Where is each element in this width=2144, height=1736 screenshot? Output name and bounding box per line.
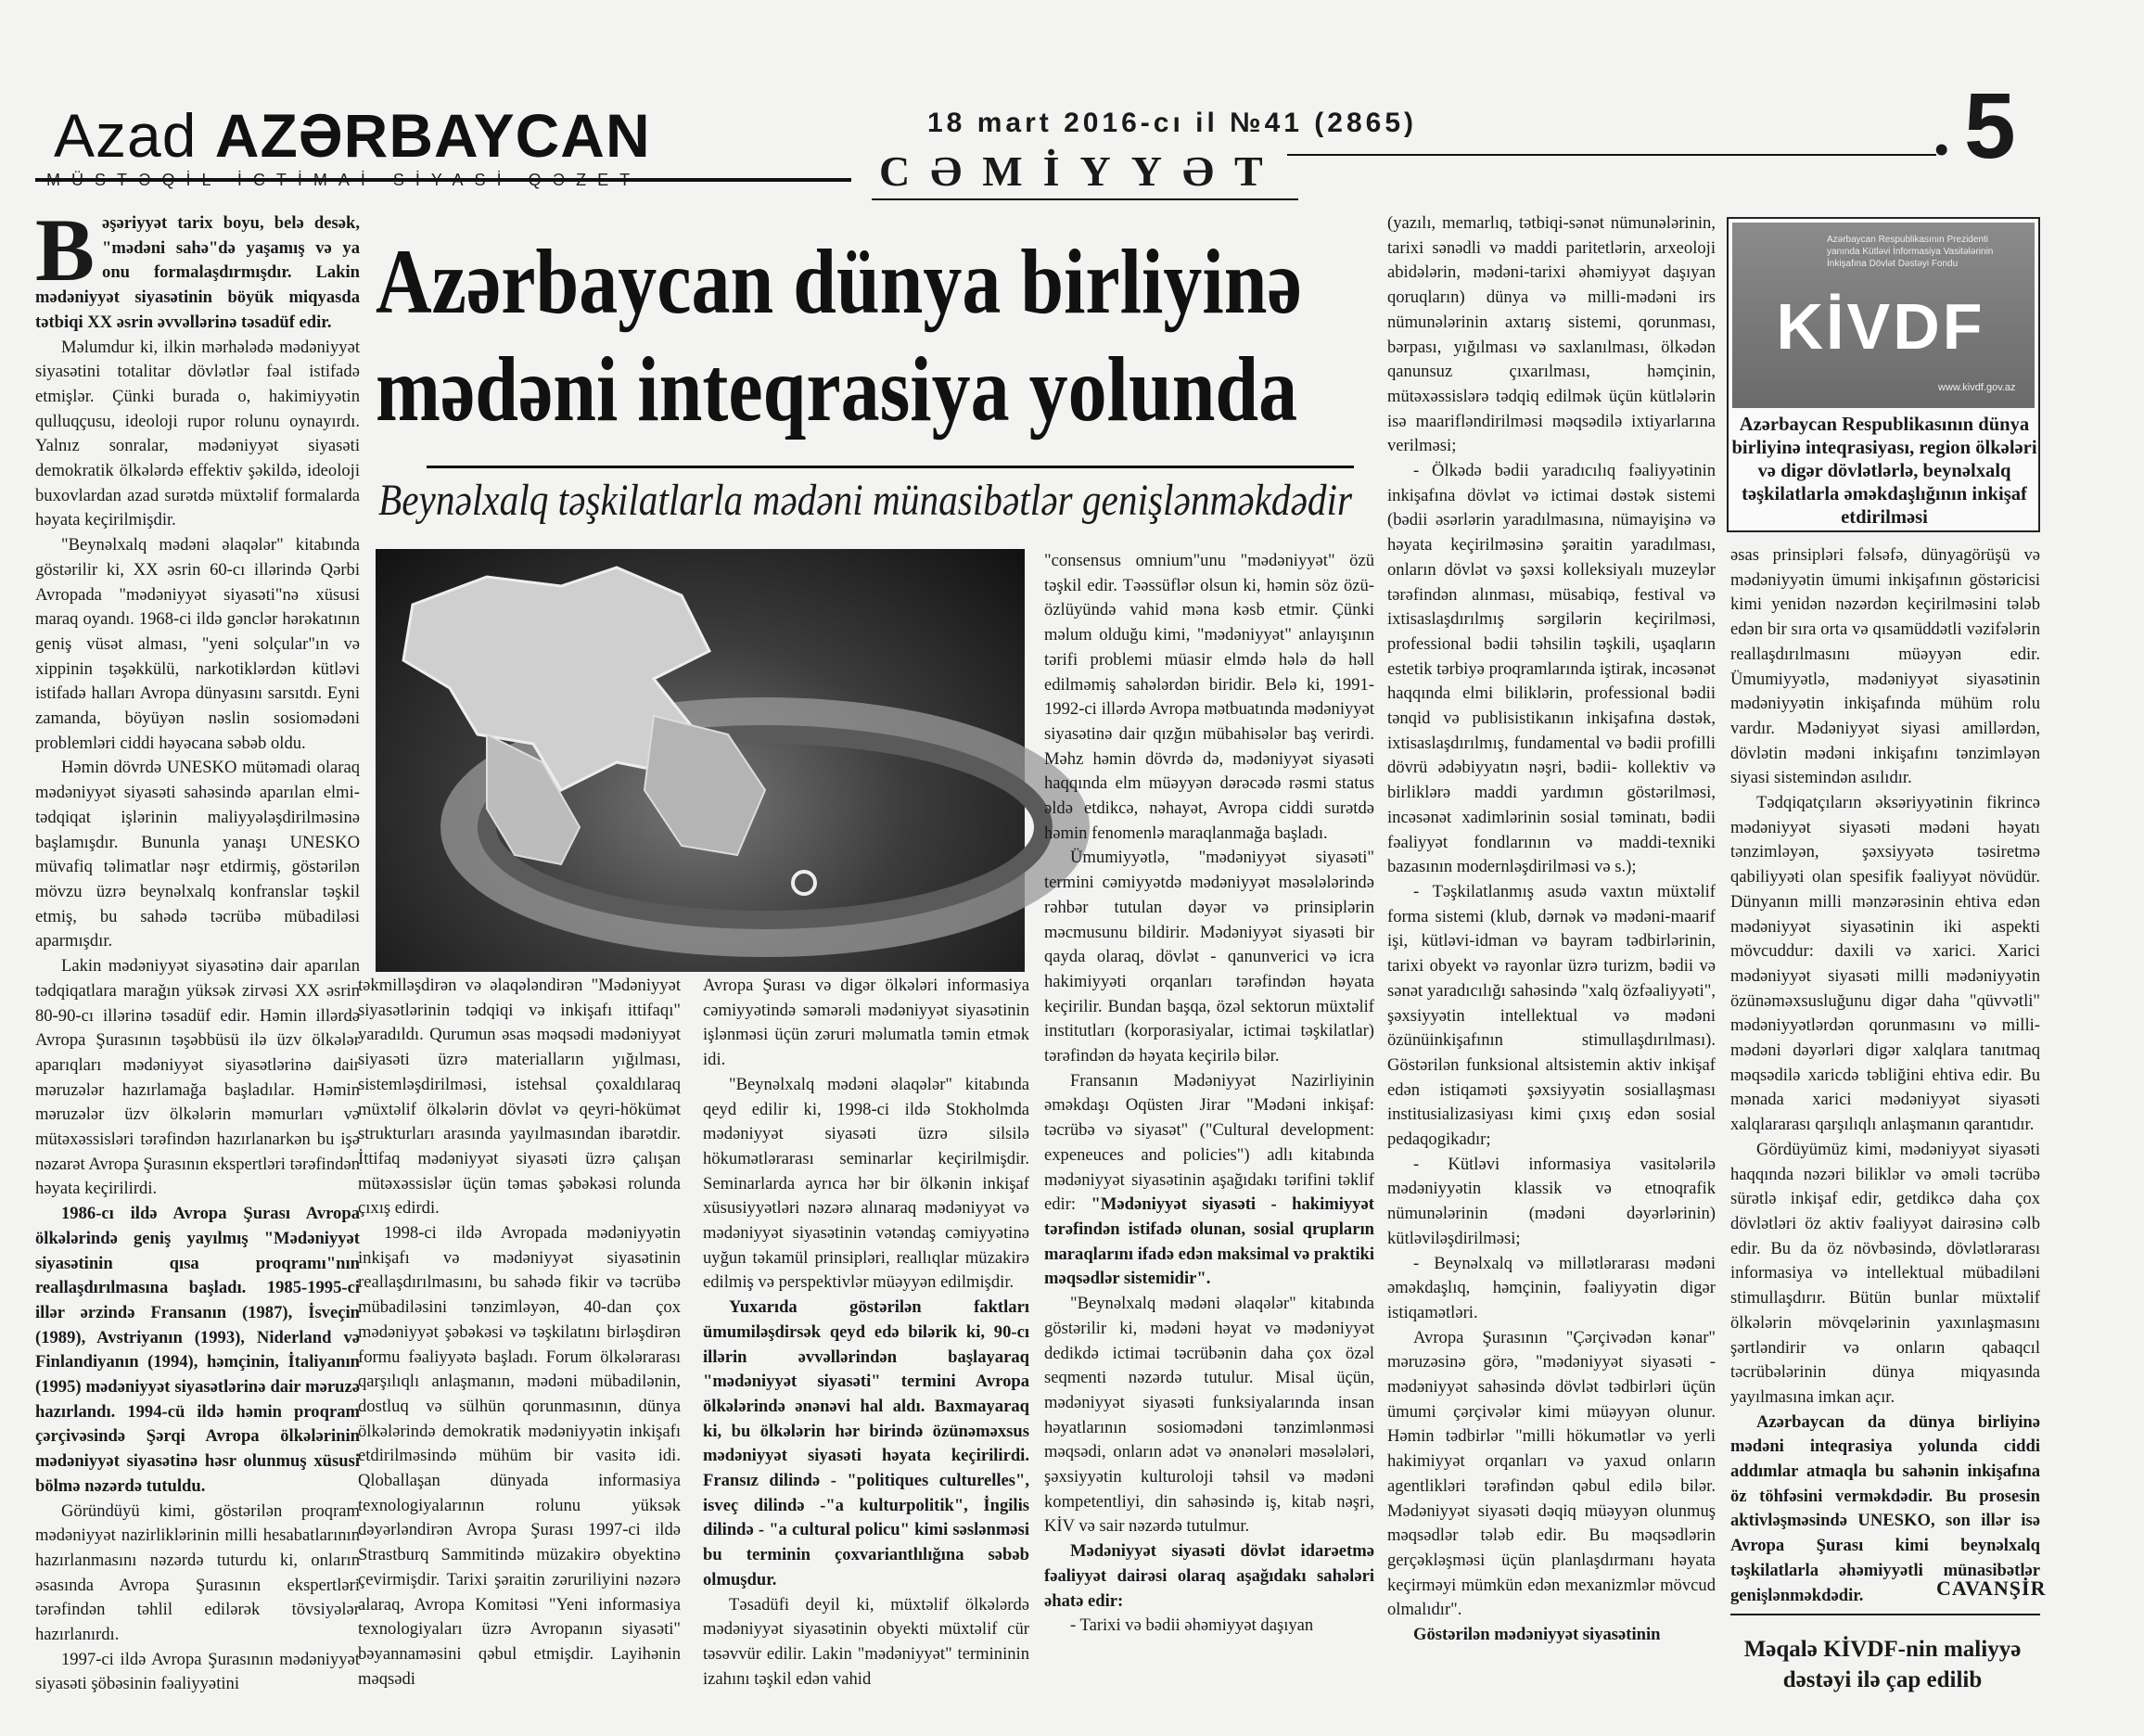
- paragraph: Göründüyü kimi, göstərilən proqram mədəniyyət nazirliklərinin milli hesabatlarının hazırlanmasını nəzərdə tuturdu ki, onların əsasında Avropa Şurasının ekspertləri tərəfindən təhlil edilərək tövsiyələr hazırlanırdı.: [35, 1500, 360, 1645]
- paragraph: "Beynəlxalq mədəni əlaqələr" kitabında göstərilir ki, XX əsrin 60-cı illərində Qərbi Avropada "mədəniyyət siyasəti"nə xüsusi maraq oyandı. 1968-ci ildə gənclər hərəkatının geniş vüsət alması, "yeni solçular"ın və xippinin təşəkkülü, narkotiklərdən kütləvi istifadə halları Avropa dünyasını sarsıtdı. Eyni zamanda, böyüyən nəslin sosiomədəni problemləri ciddi həyəcana səbəb oldu.: [35, 535, 360, 753]
- page-number: 5: [1964, 74, 2016, 178]
- paragraph: (yazılı, memarlıq, tətbiqi-sənət nümunələrinin, tarixi sənədli və maddi paritetlərin, arxeoloji abidələrin, mədəni-tarixi əhəmiyyət daşıyan qoruqların) dünya və milli-mədəni irs nümunələrinin axtarış sistemi, qorunması, bərpası, yığılması və saxlanılması, ölkədən qanunsuz çıxarılması, həmçinin, mütəxəssislərə tədqiq edilmək üçün kütlələrin isə maarifləndirilməsi məqsədilə ixtiyarlarına verilməsi;: [1387, 213, 1716, 456]
- dropcap: B: [35, 200, 96, 300]
- subheadline: Beynəlxalq təşkilatlarla mədəni münasibətlər genişlənməkdədir: [378, 476, 1353, 525]
- paragraph: Məlumdur ki, ilkin mərhələdə mədəniyyət siyasətini totalitar dövlətlər fəal istifadə etmişlər. Çünki burada o, hakimiyyətin qulluqçusu, ideoloji rupor rolunu oynayırdı. Yalnız sonralar, mədəniyyət siyasəti demokratik ölkələrdə effektiv şəkildə, ideoloji buxovlardan azad surətdə müxtəlif formalarda həyata keçirilmişdir.: [35, 337, 360, 530]
- paragraph: Tədqiqatçıların əksəriyyətinin fikrincə mədəniyyət siyasəti mədəni həyatı tənzimləyən, şəxsiyyətə təsiretmə qabiliyyəti olan spesifik fəaliyyət növüdür. Dünyanın milli mənzərəsinin ehtiva edən mədəniyyət siyasətinin iki aspekti mövcuddur: daxili və xarici. Xarici mədəniyyət siyasəti milli mədəniyyətin özünəməxsusluğunu digər daha "qüvvətli" mədəniyyətlərdən qorunmasını və milli-mədəni dəyərləri digər xalqlara tanıtmaq məqsədilə xaricdə təbliğini ehtiva edir. Bu mənada xarici mədəniyyət siyasəti xalqlararası qarşılıqlı anlaşmanın qarantıdır.: [1730, 793, 2040, 1135]
- paragraph-bold: Mədəniyyət siyasəti dövlət idarəetmə fəaliyyət dairəsi olaraq aşağıdakı sahələri əhatə edir:: [1044, 1541, 1374, 1611]
- section-title: CƏMİYYƏT: [879, 147, 1283, 195]
- paragraph: - Tarixi və bədii əhəmiyyət daşıyan: [1070, 1615, 1314, 1636]
- paragraph: - Kütləvi informasiya vasitələrilə mədəniyyətin klassik və etnoqrafik nümunələrinin (mədəni dəyərlərinin) kütləviləşdirilməsi;: [1387, 1154, 1716, 1248]
- author-signature: CAVANŞİR: [1936, 1576, 2047, 1600]
- funding-rule: [1730, 1614, 2040, 1615]
- paragraph-bold: 1986-cı ildə Avropa Şurası Avropa ölkələrində geniş yayılmış "Mədəniyyət siyasətinin qısa proqramı"nın reallaşdırılmasına başladı. 1985-1995-ci illər ərzində Fransanın (1987), İsveçin (1989), Avstriyanın (1993), Niderland və Finlandiyanın (1994), həmçinin, İtaliyanın (1995) mədəniyyət siyasətlərinə dair məruzə hazırlandı. 1994-cü ildə həmin proqram çərçivəsində Şərqi Avropa ölkələrinin mədəniyyət siyasətinə həsr olunmuş xüsusi bölmə nəzərdə tutuldu.: [35, 1204, 360, 1496]
- headline-rule: [427, 466, 1354, 468]
- paragraph: 1998-ci ildə Avropada mədəniyyətin inkişafı və mədəniyyət siyasətinin reallaşdırılmasını, bu sahədə fikir və təcrübə mübadiləsini tənzimləyən, 40-dan çox mədəniyyət şəbəkəsi və təşkilatını birləşdirən formu fəaliyyətə başladı. Forum ölkələrarası qarşılıqlı anlaşmanın, mədəni mübadilənin, dostluq və sülhün qorunmasının, dünya ölkələrində demokratik mədəniyyətin inkişafı etdirilməsində mühüm bir vasitə idi. Qloballaşan dünyada informasiya texnologiyalarının rolunu yüksək dəyərləndirən Avropa Şurası 1997-ci ildə Strastburq Sammitində müzakirə obyektinə çevirmişdir. Tarixi şəraitin zəruriliyini nəzərə alaraq, Avropa Komitəsi "Yeni informasiya texnologiyaları üzrə Avropanın siyasəti" bəyannaməsini qəbul etmişdir. Layihənin məqsədi: [358, 1223, 681, 1689]
- masthead: Azad AZƏRBAYCAN: [54, 101, 651, 170]
- paragraph-bold: Göstərilən mədəniyyət siyasətinin: [1413, 1625, 1661, 1645]
- paragraph: Avropa Şurası və digər ölkələri informasiya cəmiyyətində səmərəli mədəniyyət siyasətinin işlənməsi üçün zəruri məlumatla təmin etmək idi.: [703, 976, 1029, 1070]
- paragraph: Təsadüfi deyil ki, müxtəlif ölkələrdə mədəniyyət siyasətinin obyekti müxtəlif cür təsəvvür edilir. Lakin "mədəniyyət" termininin izahını təşkil edən vahid: [703, 1594, 1029, 1689]
- article-column-4: [1044, 549, 1374, 1716]
- kivdf-box-text: Azərbaycan Respublikasının dünya birliyinə inteqrasiyası, region ölkələri və digər dövlətlərlə, beynəlxalq təşkilatlarla əməkdaşlığının inkişaf etdirilməsi: [1731, 415, 2037, 528]
- kivdf-logo-caption: Azərbaycan Respublikasının Prezidenti yanında Kütləvi İnformasiya Vasitələrinin İnkişafına Dövlət Dəstəyi Fondu: [1827, 235, 1994, 269]
- article-column-3: [703, 974, 1029, 1716]
- paragraph: Fransanın Mədəniyyət Nazirliyinin əməkdaşı Oqüsten Jirar "Mədəni inkişaf: təcrübə və siyasət" ("Cultural development: expeneuces and policies") adlı kitabında mədəniyyət siyasətinin aşağıdakı tərifini təklif edir: "Mədəniyyət siyasəti - hakimiyyət tərəfindən istifadə olunan, sosial qrupların maraqlarını ifadə edən maksimal və praktiki məqsədlər sistemidir".: [1044, 1070, 1374, 1289]
- section-rule: [872, 198, 1298, 200]
- paragraph: təkmilləşdirən və əlaqələndirən "Mədəniyyət siyasətlərinin tədqiqi və inkişafı ittifaqı" yaradıldı. Qurumun əsas məqsədi mədəniyyət siyasəti üzrə materialların yığılması, sistemləşdirilməsi, istehsal çoxaldılaraq müxtəlif ölkələrin dövlət və qeyri-hökümət strukturları arasında yayılmasından ibarətdir. İttifaq mədəniyyət siyasəti üzrə çalışan mütəxəssislər üçün təmas şəbəkəsi rolunda çıxış edirdi.: [358, 976, 681, 1219]
- header-rule-right: [1287, 154, 1936, 156]
- article-column-2: [358, 974, 681, 1716]
- paragraph: - Beynəlxalq və millətlərarası mədəni əməkdaşlıq, həmçinin, fəaliyyətin digər istiqamətləri.: [1387, 1253, 1716, 1322]
- article-illustration: [376, 549, 1025, 972]
- paragraph: Lakin mədəniyyət siyasətinə dair aparılan tədqiqatlara marağın yüksək zirvəsi XX əsrin 80-90-cı illərinə təsadüf edir. Həmin illərdə Avropa Şurasının təşəbbüsü ilə üzv ölkələr aparıqları mədəniyyət siyasətlərinə dair məruzələr hazırlamağa başladılar. Həmin məruzələr üzv ölkələrin məmurları və mütəxəssisləri tərəfindən hazırlanarkən bu işə nəzarət Avropa Şurasının ekspertləri tərəfindən həyata keçirilirdi.: [35, 956, 360, 1199]
- paragraph: - Ölkədə bədii yaradıcılıq fəaliyyətinin inkişafına dövlət və ictimai dəstək sistemi (bədii əsərlərin yaradılmasına, nümayişinə və həyata keçirilməsinə şəraitin yaradılması, onların dövlət və şəxsi kolleksiyalı muzeylər tərəfindən alınması, müsabiqə, festival və ixtisaslaşdırılmış sərgilərin keçirilməsi, professional bədii təhsilin təşkili, uşaqların estetik tərbiyə proqramlarında iştirak, incəsənət haqqında elmi biliklərin, professional bədii tənqid və publisistikanın inkişafına dəstək, ixtisaslaşdırılmış, fundamental və bədii profilli dövrü ədəbiyyatın nəşri, bədii- kollektiv və birliklərə maddi yardımın göstərilməsi, incəsənət xadimlərinin sosial təminatı, bədii fəaliyyət fondlarının və maddi-texniki bazasının modernləşdirilməsi və s.);: [1387, 461, 1716, 877]
- funding-note: Məqalə KİVDF-nin maliyyə dəstəyi ilə çap edilib: [1743, 1637, 2022, 1692]
- paragraph: "consensus omnium"unu "mədəniyyət" özü təşkil edir. Təəssüflər olsun ki, həmin söz özü-özlüyündə vahid məna kəsb etmir. Çünki məlum olduğu kimi, "mədəniyyət" anlayışının tərifi problemi müasir elmdə hələ də həll edilməmiş sahələrdən biridir. Belə ki, 1991-1992-ci illərdə Avropa mətbuatında mədəniyyət siyasətinə dair qızğın mübahisələr baş verirdi. Məhz həmin dövrdə də, mədəniyyət siyasəti haqqında elm müəyyən dərəcədə rəsmi status əldə etdikcə, nəhayət, Avropa ciddi surətdə həmin fenomenlə maraqlanmağa başladı.: [1044, 551, 1374, 843]
- paragraph: Avropa Şurasının "Çərçivədən kənar" məruzəsinə görə, "mədəniyyət siyasəti - mədəniyyət sahəsində dövlət tədbirləri üçün ümumi çərçivələr kimi müəyyən olunur. Həmin tədbirlər "milli hökumətlər və yerli hakimiyyət orqanları və yaxud onların agentlikləri tərəfindən qəbul edilə bilər. Mədəniyyət siyasəti dəqiq müəyyən olunmuş məqsədlər tələb edir. Bu məqsədlərin gerçəkləşməsi üçün planlaşdırmanı həyata keçirməyi mümkün edən mexanizmlər mövcud olmalıdır".: [1387, 1327, 1716, 1620]
- page-dot: •: [1934, 127, 1949, 172]
- paragraph: Həmin dövrdə UNESKO mütəmadi olaraq mədəniyyət siyasəti sahəsində aparılan elmi-tədqiqat işlərinin maliyyələşdirilməsinə başlamışdır. Bununla yanaşı UNESKO müvafiq təlimatlar nəşr etdirmiş, göstərilən mövzu üzrə beynəlxalq konfranslar təşkil etmiş, bu sahədə təcrübə mübadiləsi aparmışdır.: [35, 758, 360, 951]
- map-ring-illustration: [376, 549, 1025, 972]
- header-rule-left: [35, 178, 851, 182]
- kivdf-logo-text: KİVDF: [1776, 290, 1985, 363]
- headline: Azərbaycan dünya birliyinə mədəni inteqrasiya yolunda: [376, 230, 1302, 440]
- kivdf-website: www.kivdf.gov.az: [1938, 382, 2016, 393]
- paragraph: Gördüyümüz kimi, mədəniyyət siyasəti haqqında nəzəri biliklər və əməli təcrübə sürətlə inkişaf edir, getdikcə daha çox dövlətləri öz aktiv fəaliyyət dairəsinə cəlb edir. Bu da öz növbəsində, dövlətlərarası informasiya və intellektual mübadiləni stimullaşdırır. Bütün bunlar müxtəlif ölkələrin mövqelərinin yaxınlaşmasını şərtləndirir və onların qabaqcıl təcrübələrinin dünya miqyasında yayılmasına imkan açır.: [1730, 1139, 2040, 1407]
- paragraph: "Beynəlxalq mədəni əlaqələr" kitabında qeyd edilir ki, 1998-ci ildə Stokholmda mədəniyyət siyasəti üzrə silsilə hökumətlərarası seminarlar keçirilmişdir. Seminarlarda ayrıca hər bir ölkənin inkişaf xüsusiyyətləri nəzərə alınaraq mədəniyyət və mədəniyyət siyasətinin vətəndaş cəmiyyətinə uyğun təkamül prinsipləri, reallıqlar müzakirə edilmiş və perspektivlər müəyyən edilmişdir.: [703, 1074, 1029, 1293]
- paragraph: Ümumiyyətlə, "mədəniyyət siyasəti" termini cəmiyyətdə mədəniyyət məsələlərində rəhbər tutulan dəyər və prinsiplərin məcmusunu bildirir. Mədəniyyət siyasəti bir qayda olaraq, dövlət - qanunverici və icra hakimiyyəti orqanları tərəfindən həyata keçirilir. Bundan başqa, özəl sektorun müxtəlif institutları (korporasiyalar, ictimai təşkilatlar) tərəfindən də həyata keçirilə bilər.: [1044, 848, 1374, 1066]
- paragraph-bold: Yuxarıda göstərilən faktları ümumiləşdirsək qeyd edə bilərik ki, 90-cı illərin əvvəllərindən başlayaraq "mədəniyyət siyasəti" termini Avropa ölkələrində ənənəvi hal aldı. Baxmayaraq ki, bu ölkələrin hər birində özünəməxsus mədəniyyət siyasəti həyata keçirilirdi. Fransız dilində - "politiques culturelles", isveç dilində -"a kulturpolitik", İngilis dilində - "a cultural policu" kimi səslənməsi bu terminin çoxvariantlılığına səbəb olmuşdur.: [703, 1297, 1029, 1589]
- paragraph: - Təşkilatlanmış asudə vaxtın müxtəlif forma sistemi (klub, dərnək və mədəni-maarif işi, kütləvi-idman və bayram tədbirlərinin, tarixi obyekt və rayonlar üzrə turizm, bədii və sənət yaradıcılığı sahəsində "xalq özfəaliyyəti", şəxsiyyətin intellektual və mədəni özünüinkişafının stimullaşdırılması). Göstərilən funksional altsistemin aktiv inkişaf edən istiqaməti şəxsiyyətin sosiallaşması institusializasiyası kimi çıxış edən sosial pedaqogikadır;: [1387, 881, 1716, 1150]
- dateline: 18 mart 2016-cı il №41 (2865): [927, 108, 1418, 138]
- paragraph-bold: Azərbaycan da dünya birliyinə mədəni inteqrasiya yolunda ciddi addımlar atmaqla bu sahənin inkişafına öz töhfəsini verməkdədir. Bu prosesin aktivləşməsində UNESKO, son illər isə Avropa Şurası kimi beynəlxalq təşkilatlarla əhəmiyyətli münasibətlər genişlənməkdədir.: [1730, 1411, 2040, 1605]
- paragraph: 1997-ci ildə Avropa Şurasının mədəniyyət siyasəti şöbəsinin fəaliyyətini: [35, 1649, 360, 1694]
- article-column-1: [35, 200, 360, 1732]
- paragraph: əsas prinsipləri fəlsəfə, dünyagörüşü və mədəniyyətin ümumi inkişafının göstəricisi kimi yenidən nəzərdən keçirilməsini tələb edən bir sıra orta və qısamüddətli vəzifələrin reallaşdırılmasını müəyyən edir. Ümumiyyətlə, mədəniyyət siyasətinin mədəniyyətin inkişafında mühüm rolu vardır. Mədəniyyət siyasi amillərdən, dövlətin mədəni inkişafını tənzimləyən siyasi sistemindən asılıdır.: [1730, 545, 2040, 788]
- paragraph: "Beynəlxalq mədəni əlaqələr" kitabında göstərilir ki, mədəni həyat və mədəniyyət dedikdə ictimai təcrübənin daha çox özəl seqmenti nəzərdə tutulur. Misal üçün, mədəniyyət siyasəti funksiyalarında insan həyatlarının sosiomədəni tənzimlənməsi məqsədi, onların adət və ənənələri məsələləri, şəxsiyyətin kulturoloji təhsil və mədəni kompetentliyi, din sahəsində iş, kitab nəşri, KİV və sair nəzərdə tutulmur.: [1044, 1294, 1374, 1537]
- article-intro: Bəşəriyyət tarix boyu, belə desək, "mədəni sahə"də yaşamış və ya onu formalaşdırmışdır. Lakin mədəniyyət siyasətinin böyük miqyasda tətbiqi XX əsrin əvvəllərinə təsadüf edir.: [35, 200, 360, 332]
- masthead-bold: AZƏRBAYCAN: [214, 101, 651, 170]
- article-column-5: [1387, 211, 1716, 1716]
